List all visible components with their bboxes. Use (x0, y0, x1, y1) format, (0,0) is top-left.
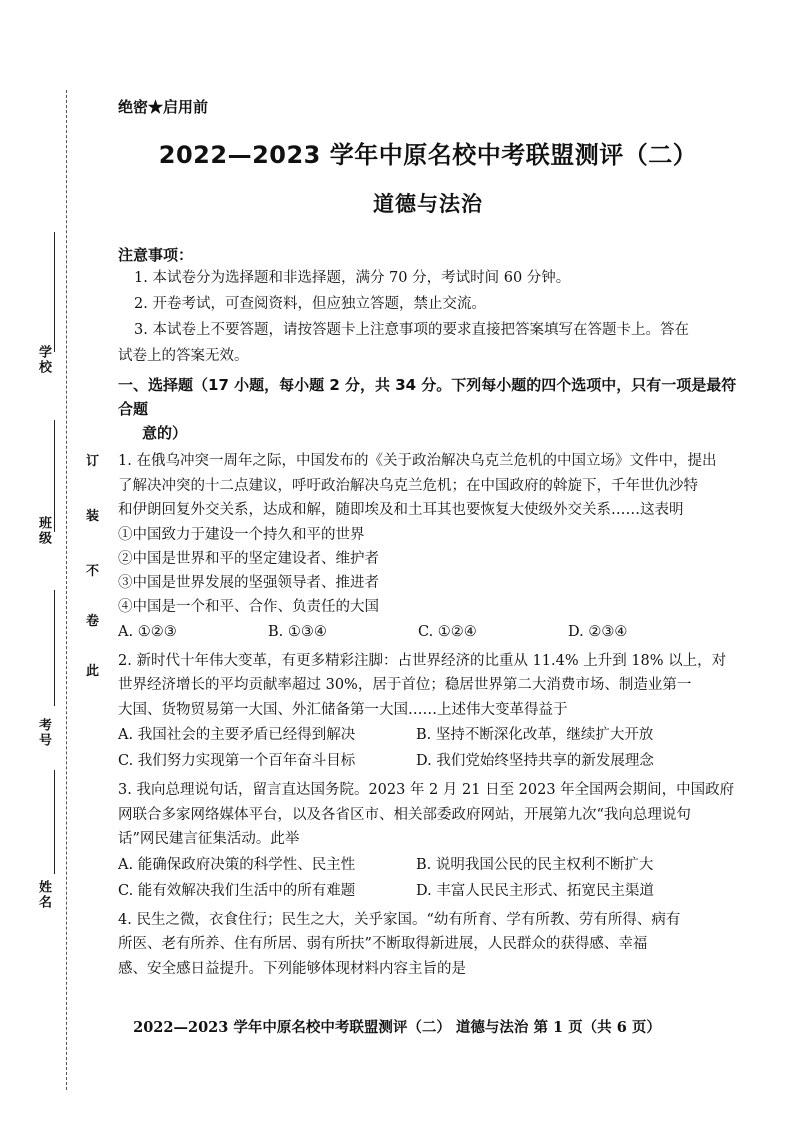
question-stem-line: 所医、老有所养、住有所居、弱有所扶”不断取得新进展，人民群众的获得感、幸福 (118, 936, 648, 952)
exam-no-label: 考号 (36, 718, 51, 748)
exam-no-fill-line (54, 590, 55, 706)
seal-char: 卷 (86, 614, 100, 629)
option-c: C. 我们努力实现第一个百年奋斗目标 (118, 753, 356, 769)
question-stem-line: 大国、货物贸易第一大国、外汇储备第一大国……上述伟大变革得益于 (118, 701, 568, 718)
question-stem-line: 感、安全感日益提升。下列能够体现材料内容主旨的是 (118, 960, 466, 977)
option-row (118, 619, 738, 645)
secret-mark: 绝密★启用前 (118, 98, 209, 116)
seal-char: 此 (86, 664, 100, 679)
note-item: 1. 本试卷分为选择题和非选择题，满分 70 分，考试时间 60 分钟。 (134, 270, 571, 286)
question-3 (118, 778, 738, 904)
name-label: 姓名 (36, 880, 51, 910)
section-heading-line: 意的） (142, 424, 188, 442)
school-label: 学校 (36, 345, 51, 375)
note-item: 2. 开卷考试，可查阅资料，但应独立答题，禁止交流。 (134, 296, 486, 312)
section-heading (118, 373, 738, 445)
binding-dashed-line (66, 90, 67, 1090)
note-item: 试卷上的答案无效。 (118, 348, 249, 364)
option-c: C. ①②④ (418, 623, 477, 640)
question-stem-line: 世界经济增长的平均贡献率超过 30%，居于首位；稳居世界第二大消费市场、制造业第一 (118, 677, 692, 693)
option-c: C. 能有效解决我们生活中的所有难题 (118, 882, 356, 899)
question-stem-line: 1. 在俄乌冲突一周年之际，中国发布的《关于政治解决乌克兰危机的中国立场》文件中，提出 (118, 453, 717, 469)
section-heading-line: 一、选择题（17 小题，每小题 2 分，共 34 分。下列每小题的四个选项中，只有一项是最符合题 (118, 376, 737, 418)
statement: ④中国是一个和平、合作、负责任的大国 (118, 598, 379, 615)
name-fill-line (54, 770, 55, 874)
school-fill-line (54, 232, 55, 352)
question-stem-line: 网联合多家网络媒体平台，以及各省区市、相关部委政府网站，开展第九次“我向总理说句 (118, 806, 691, 823)
option-row (118, 878, 738, 904)
option-row (118, 852, 738, 878)
question-4 (118, 908, 738, 982)
option-a: A. ①②③ (118, 623, 177, 640)
question-1 (118, 449, 738, 645)
option-row (118, 722, 738, 748)
option-row (118, 748, 738, 774)
question-stem-line: 3. 我向总理说句话，留言直达国务院。2023 年 2 月 21 日至 2023 年全国两会期间，中国政府 (118, 782, 735, 798)
notes-heading: 注意事项： (118, 246, 194, 264)
subject-title: 道德与法治 (373, 192, 483, 216)
statement: ②中国是世界和平的坚定建设者、维护者 (118, 550, 379, 567)
seal-char: 不 (86, 564, 100, 579)
note-item: 3. 本试卷上不要答题，请按答题卡上注意事项的要求直接把答案填写在答题卡上。答在 (134, 322, 689, 338)
option-a: A. 能确保政府决策的科学性、民主性 (118, 856, 356, 873)
question-stem-line: 话”网民建言征集活动。此举 (118, 831, 300, 847)
question-2 (118, 649, 738, 775)
question-stem-line: 2. 新时代十年伟大变革，有更多精彩注脚：占世界经济的比重从 11.4% 上升到 18% 以上，对 (118, 652, 727, 669)
seal-char: 装 (86, 509, 100, 524)
option-b: B. 说明我国公民的民主权利不断扩大 (416, 856, 654, 873)
question-stem-line: 4. 民生之微，衣食住行；民生之大，关乎家国。“幼有所育、学有所教、劳有所得、病有 (118, 911, 681, 928)
option-d: D. 丰富人民民主形式、拓宽民主渠道 (416, 882, 654, 899)
option-a: A. 我国社会的主要矛盾已经得到解决 (118, 727, 356, 743)
class-fill-line (54, 420, 55, 532)
exam-title: 2022—2023 学年中原名校中考联盟测评（二） (158, 141, 698, 169)
option-d: D. ②③④ (568, 623, 628, 640)
question-stem-line: 和伊朗回复外交关系，达成和解，随即埃及和土耳其也要恢复大使级外交关系……这表明 (118, 502, 684, 518)
option-b: B. ①③④ (268, 623, 327, 640)
statement: ③中国是世界发展的坚强领导者、推进者 (118, 574, 379, 591)
page-footer: 2022—2023 学年中原名校中考联盟测评（二） 道德与法治 第 1 页（共 6 页） (133, 1019, 661, 1036)
option-d: D. 我们党始终坚持共享的新发展理念 (416, 753, 654, 769)
exam-content (118, 96, 738, 981)
statement: ①中国致力于建设一个持久和平的世界 (118, 526, 365, 543)
seal-char: 订 (86, 454, 100, 469)
option-b: B. 坚持不断深化改革，继续扩大开放 (416, 727, 654, 743)
class-label: 班级 (36, 516, 51, 546)
question-stem-line: 了解决冲突的十二点建议，呼吁政治解决乌克兰危机；在中国政府的斡旋下，千年世仇沙特 (118, 477, 698, 494)
